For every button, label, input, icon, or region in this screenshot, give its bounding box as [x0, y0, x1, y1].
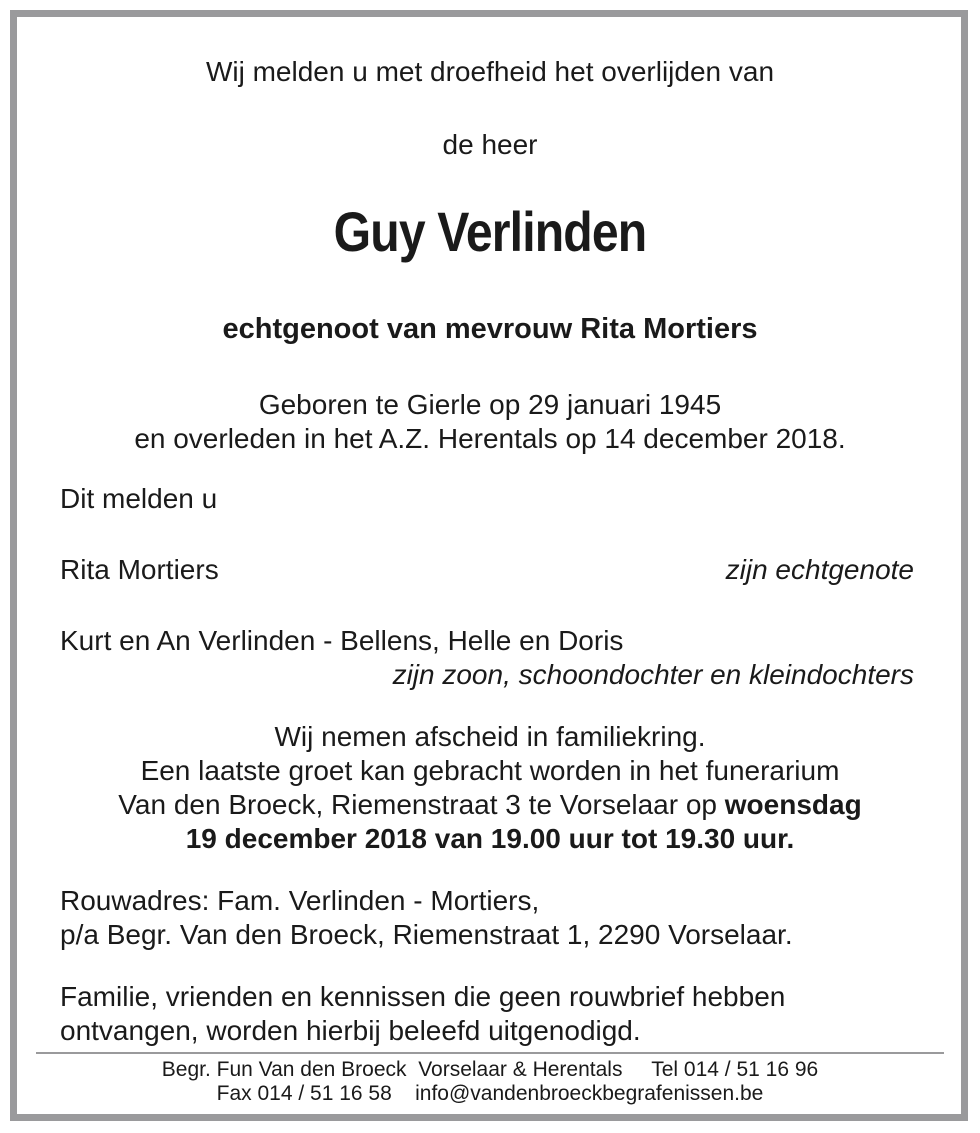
spouse-line: echtgenoot van mevrouw Rita Mortiers	[222, 313, 758, 345]
closing-line: Familie, vrienden en kennissen die geen rouwbrief hebben	[60, 981, 786, 1012]
family-member-name: Kurt en An Verlinden - Bellens, Helle en Doris	[60, 625, 624, 656]
address-line: Rouwadres: Fam. Verlinden - Mortiers,	[60, 885, 540, 916]
address-line: p/a Begr. Van den Broeck, Riemenstraat 1, 2290 Vorselaar.	[60, 919, 793, 950]
footer-divider	[36, 1052, 944, 1054]
death-line: en overleden in het A.Z. Herentals op 14 december 2018.	[134, 423, 846, 454]
family-member-relation: zijn zoon, schoondochter en kleindochters	[392, 659, 914, 690]
birth-line: Geboren te Gierle op 29 januari 1945	[258, 389, 722, 420]
farewell-time	[0, 822, 980, 856]
closing-line: ontvangen, worden hierbij beleefd uitgenodigd.	[60, 1015, 641, 1046]
farewell-line: Een laatste groet kan gebracht worden in het funerarium	[140, 755, 840, 786]
farewell-line	[0, 788, 980, 822]
honorific: de heer	[442, 129, 538, 160]
footer-contact: Begr. Fun Van den Broeck Vorselaar & Herentals Tel 014 / 51 16 96	[161, 1058, 819, 1081]
footer-contact: Fax 014 / 51 16 58 info@vandenbroeckbegrafenissen.be	[216, 1082, 764, 1105]
farewell-line: Wij nemen afscheid in familiekring.	[274, 721, 706, 752]
farewell-datetime: 19 december 2018 van 19.00 uur tot 19.30 uur.	[185, 823, 795, 854]
farewell-day: woensdag	[724, 789, 862, 820]
family-intro: Dit melden u	[60, 483, 218, 514]
intro-text: Wij melden u met droefheid het overlijden van	[205, 56, 775, 87]
family-member-relation: zijn echtgenote	[725, 554, 914, 585]
deceased-name: Guy Verlinden	[333, 200, 647, 263]
family-member-name: Rita Mortiers	[60, 554, 219, 585]
farewell-location: Van den Broeck, Riemenstraat 3 te Vorselaar op	[118, 789, 725, 820]
